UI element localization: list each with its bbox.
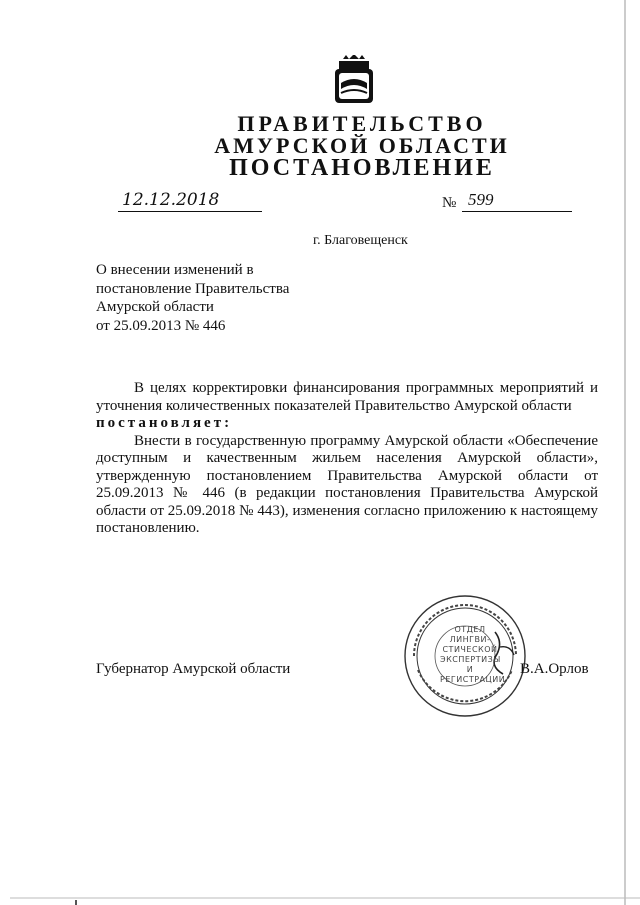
document-type-title: ПОСТАНОВЛЕНИЕ xyxy=(229,155,495,181)
subject-line: О внесении изменений в xyxy=(96,262,254,278)
document-number: 599 xyxy=(462,190,572,212)
stamp-line: СТИЧЕСКОЙ xyxy=(442,645,498,654)
stamp-line: ОТДЕЛ xyxy=(454,625,486,634)
body-paragraph: Внести в государственную программу Амурской области «Обеспечение доступным и качественным жильем населения Амурской области», утвержденную постановлением Правительства Амурской области от 25.09.2013 № 446 (в редакции постановления Правительства Амурской области от 25.09.2018 № 443), изменения согласно приложению к настоящему постановлению. xyxy=(96,432,598,536)
subject-line: постановление Правительства xyxy=(96,280,290,297)
subject-line: от 25.09.2013 № 446 xyxy=(96,317,226,334)
stamp-line: ЛИНГВИ- xyxy=(449,635,491,644)
subject-line: Амурской области xyxy=(96,299,214,315)
signatory-name: В.А.Орлов xyxy=(520,661,589,677)
header-government: ПРАВИТЕЛЬСТВО xyxy=(237,111,487,136)
signatory-position: Губернатор Амурской области xyxy=(96,661,291,677)
decree-word: постановляет: xyxy=(96,415,233,431)
document-date: 12.12.2018 xyxy=(118,190,262,212)
body-paragraph: В целях корректировки финансирования программных мероприятий и уточнения количественных показателей Правительство Амурской области xyxy=(96,380,598,414)
stamp-line: ЭКСПЕРТИЗЫ И xyxy=(440,655,501,674)
header-region: АМУРСКОЙ ОБЛАСТИ xyxy=(214,133,510,158)
number-sign: № xyxy=(442,195,457,211)
city-label: г. Благовещенск xyxy=(313,233,408,248)
stamp-line: РЕГИСТРАЦИИ xyxy=(440,675,506,684)
